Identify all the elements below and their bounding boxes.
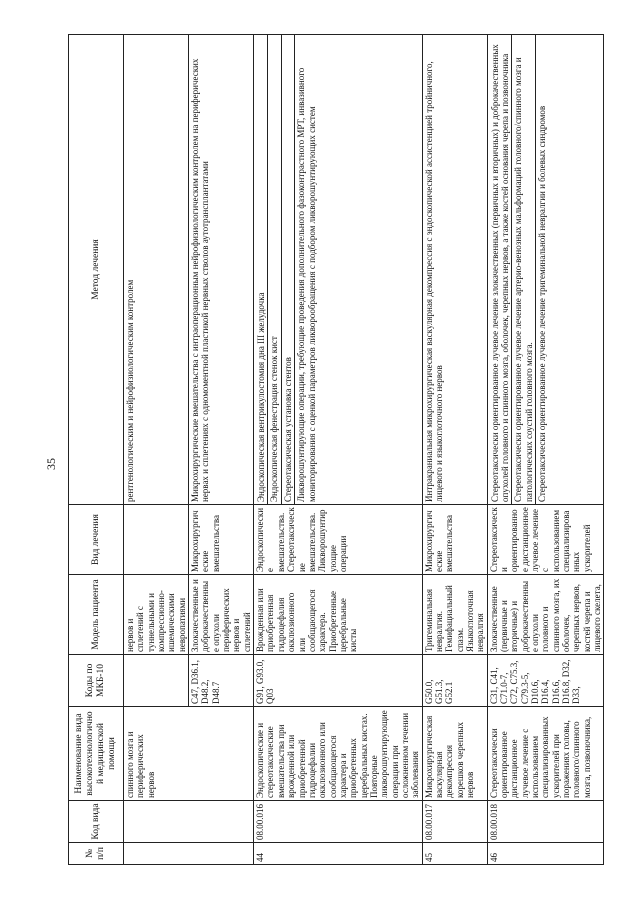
cell-method: Микрохирургические вмешательства с интраоперационным нейрофизиологическим контролем на периферических нервах и сплетениях с одномоментной пластикой нервных стволов аутотрансплантатами xyxy=(189,35,254,505)
cell-num xyxy=(124,843,254,865)
cell-model: нервов и сплетений с туннельными и компрессионно-ишемическими невропатиями xyxy=(124,575,189,655)
cell-code: 08.00.016 xyxy=(254,801,423,843)
header-kind: Вид лечения xyxy=(69,505,124,575)
cell-mkb xyxy=(124,655,189,707)
rotated-page xyxy=(40,35,610,865)
table-row xyxy=(124,35,189,865)
method-item: Эндоскопическая вентрикулостомия дна III желудочка xyxy=(256,292,267,502)
cell-name: Эндоскопические и стереотаксические вмешательства при врожденной или приобретенной гидроцефалии окклюзионного или сообщающегося характера и приобретенных церебральных кистах. Повторные ликворошунтирующие операции при осложненном течении заболевания xyxy=(254,707,423,801)
cell-code: 08.00.018 xyxy=(487,801,604,843)
cell-num: 46 xyxy=(487,843,604,865)
cell-model: Злокачественные и доброкачественные опухоли периферических нервов и сплетений xyxy=(189,575,254,655)
cell-mkb: C47, D36.1, D48.2, D48.7 xyxy=(189,655,254,707)
table-row xyxy=(487,35,604,865)
table-row xyxy=(254,35,423,865)
cell-model: Злокачественные (первичные и вторичные) и доброкачественные опухоли головного и спинного мозга, их оболочек, черепных нервов, костей черепа и лицевого скелета, xyxy=(487,575,604,655)
cell-method xyxy=(254,35,423,505)
cell-name: Стереотаксически ориентированное дистанционное лучевое лечение с использованием специализированных ускорителей при поражениях головы, головного/спинного мозга, позвоночника, xyxy=(487,707,604,801)
cell-method: рентгенологическим и нейрофизиологическим контролем xyxy=(124,35,189,505)
method-item: Эндоскопическая фенестрация стенок кист xyxy=(267,35,280,504)
header-method: Метод лечения xyxy=(69,35,124,505)
cell-model: Тригеминальная невралгия. Гемифациальный спазм. Языкоглоточная невралгия xyxy=(422,575,487,655)
header-model: Модель пациента xyxy=(69,575,124,655)
cell-model: Врожденная или приобретенная гидроцефалия окклюзионного или сообщающегося характера. Приобретенные церебральные кисты xyxy=(254,575,423,655)
cell-num: 45 xyxy=(422,843,487,865)
cell-method xyxy=(487,35,604,505)
header-mkb: Коды по МКБ-10 xyxy=(69,655,124,707)
cell-kind: Эндоскопические вмешательства. Стереотаксические вмешательства. Ликворошунтирующие операции xyxy=(254,505,423,575)
method-item: Стереотаксически ориентированное лучевое лечение артерио-венозных мальформаций головного/спинного мозга и патологических соустий головного мозга. xyxy=(511,35,535,504)
cell-kind xyxy=(124,505,189,575)
cell-mkb: G50.0, G51.3, G52.1 xyxy=(422,655,487,707)
table-row xyxy=(422,35,487,865)
cell-mkb: G91, G93.0, Q03 xyxy=(254,655,423,707)
cell-kind: Стереотаксически ориентированное дистанционное лучевое лечение с использованием специализированных ускорителей xyxy=(487,505,604,575)
cell-num: 44 xyxy=(254,843,423,865)
cell-name: спинного мозга и периферических нервов xyxy=(124,707,254,801)
cell-kind: Микрохирургические вмешательства xyxy=(422,505,487,575)
method-item: Стереотаксически ориентированное лучевое лечение тригеминальной невралгии и болевых синдромов xyxy=(535,35,548,504)
page-number: 35 xyxy=(44,458,58,470)
cell-method: Интракраниальная микрохирургическая васкулярная декомпрессия с эндоскопической ассистенцией тройничного, лицевого и языкоглоточного нервов xyxy=(422,35,487,505)
header-num: № п/п xyxy=(69,843,124,865)
cell-code xyxy=(124,801,254,843)
table-body xyxy=(124,35,604,865)
cell-code: 08.00.017 xyxy=(422,801,487,843)
method-item: Стереотаксически ориентированное лучевое лечение злокачественных (первичных и вторичных) и доброкачественных опухолей головного и спинного мозга, оболочек, черепных нервов, а также костей основания черепа и позвоночника xyxy=(489,44,511,502)
cell-mkb: C31, C41, C71.0-7, C72, C75.3, C79.3-5, D10.6, D16.4, D16.6, D16.8, D32, D33, xyxy=(487,655,604,707)
table-header-row xyxy=(69,35,124,865)
treatment-table xyxy=(68,34,604,865)
cell-name: Микрохирургическая васкулярная декомпрессия корешков черепных нервов xyxy=(422,707,487,801)
header-name: Наименование вида высокотехнологичной медицинской помощи xyxy=(69,707,124,801)
method-item: Ликворошунтирующие операции, требующие проведения дополнительного фазоконтрастного МРТ, инвазивного мониторирования с оценкой параметров ликворообращения с подбором ликворошунтирующих систем xyxy=(294,35,318,504)
header-code: Код вида xyxy=(69,801,124,843)
method-item: Стереотаксическая установка стентов xyxy=(281,35,294,504)
cell-kind: Микрохирургические вмешательства xyxy=(189,505,254,575)
